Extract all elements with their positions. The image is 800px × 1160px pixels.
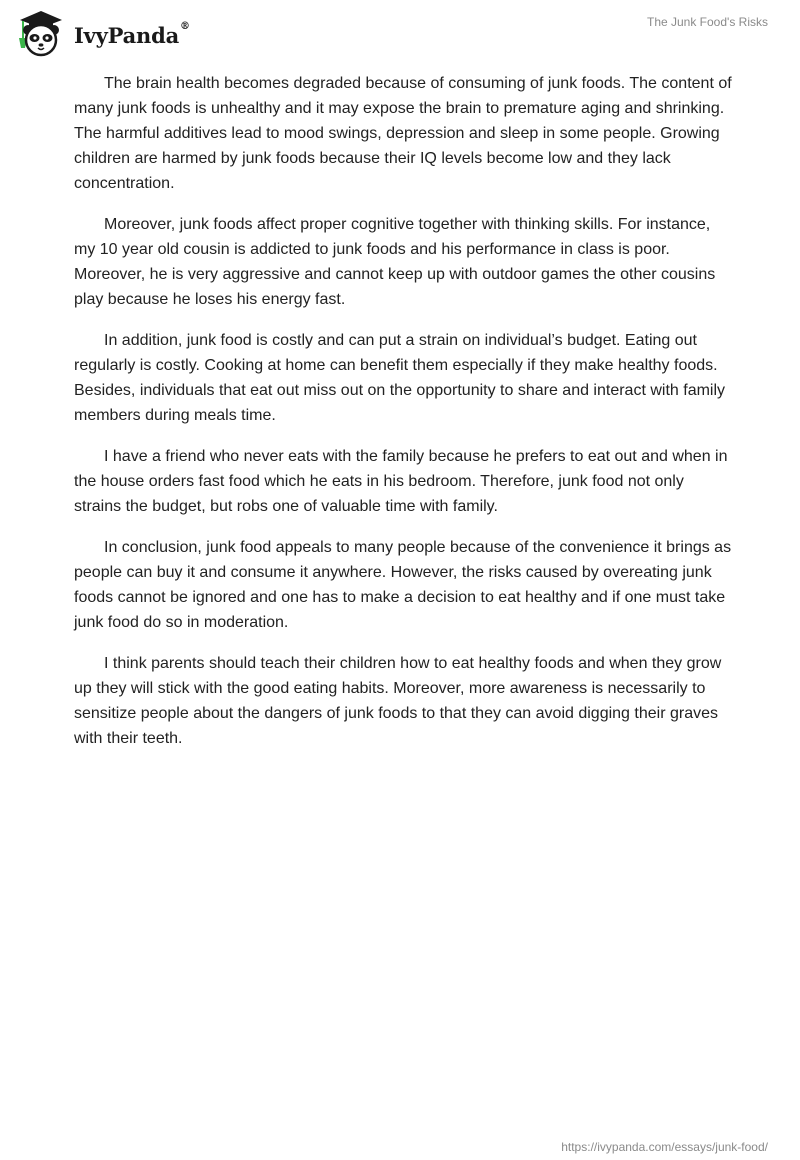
paragraph: The brain health becomes degraded because of consuming of junk foods. The content of many junk foods is unhealthy and it may expose the brain to premature aging and shrinking. The harmful additives lead to mood swings, depression and sleep in some people. Growing children are harmed by junk foods because their IQ levels become low and they lack concentration. (74, 75, 732, 192)
registered-mark: ® (180, 20, 190, 32)
brand-name: IvyPanda® (74, 20, 190, 48)
panda-logo-icon (14, 8, 68, 58)
document-title: The Junk Food's Risks (646, 15, 768, 29)
page-header (0, 0, 800, 60)
source-url-link[interactable]: https://ivypanda.com/essays/junk-food/ (561, 1140, 768, 1154)
paragraph: In conclusion, junk food appeals to many people because of the convenience it brings as people can buy it and consume it anywhere. However, the risks caused by overeating junk foods cannot be ignored and one has to make a decision to eat healthy and if one must take junk food do so in moderation. (74, 539, 732, 631)
paragraph: I have a friend who never eats with the family because he prefers to eat out and when in the house orders fast food which he eats in his bedroom. Therefore, junk food not only strains the budget, but robs one of valuable time with family. (74, 448, 728, 515)
essay-body (74, 71, 734, 767)
ivypanda-logo[interactable] (14, 8, 190, 58)
paragraph: Moreover, junk foods affect proper cognitive together with thinking skills. For instance, my 10 year old cousin is addicted to junk foods and his performance in class is poor. Moreover, he is very aggressive and cannot keep up with outdoor games the other cousins play because he loses his energy fast. (74, 216, 716, 308)
paragraph: I think parents should teach their children how to eat healthy foods and when they grow up they will stick with the good eating habits. Moreover, more awareness is necessarily to sensitize people about the dangers of junk foods to that they can avoid digging their graves with their teeth. (74, 655, 722, 747)
paragraph: In addition, junk food is costly and can put a strain on individual’s budget. Eating out regularly is costly. Cooking at home can benefit them especially if they make healthy foods. Besides, individuals that eat out miss out on the opportunity to share and interact with family members during meals time. (74, 332, 726, 424)
